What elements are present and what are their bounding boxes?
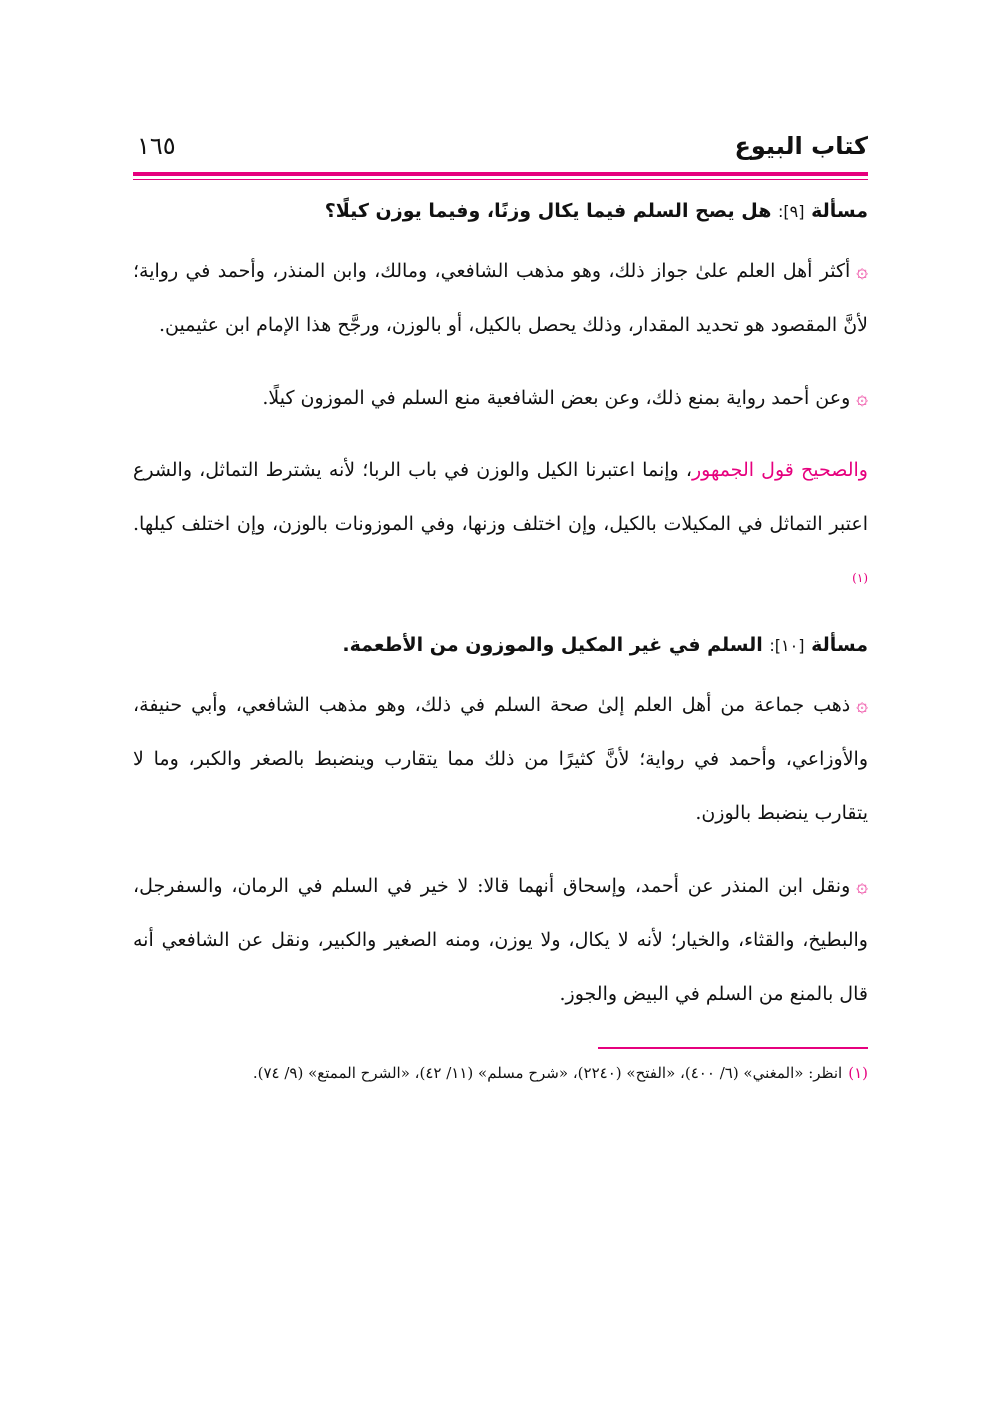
- question-title: السلم في غير المكيل والموزون من الأطعمة.: [342, 634, 763, 657]
- header-rule: [133, 172, 868, 182]
- footnote-separator: [598, 1047, 868, 1049]
- paragraph-text: ونقل ابن المنذر عن أحمد، وإسحاق أنهما قالا: لا خير في السلم في الرمان، والسفرجل، والبطيخ، والقثاء، والخيار؛ لأنه لا يكال، ولا يوزن، ومنه الصغير والكبير، ونقل عن الشافعي أنه قال بالمنع من السلم في البيض والجوز.: [133, 875, 868, 1006]
- paragraph: [133, 858, 868, 1021]
- flower-ornament-icon: ۞: [856, 873, 868, 898]
- flower-ornament-icon: ۞: [856, 385, 868, 409]
- book-page: [133, 120, 868, 1087]
- footnote-number: (١): [848, 1064, 868, 1083]
- question-label: مسألة: [811, 200, 868, 222]
- running-header: [133, 120, 868, 166]
- flower-ornament-icon: ۞: [856, 258, 868, 282]
- header-rule-thin: [133, 179, 868, 180]
- footnote: [133, 1059, 868, 1087]
- footnote-reference[interactable]: (١): [852, 571, 868, 585]
- paragraph-text: ذهب جماعة من أهل العلم إلىٰ صحة السلم في ذلك، وهو مذهب الشافعي، وأبي حنيفة، والأوزاعي، وأحمد في رواية؛ لأنَّ كثيرًا من ذلك مما يتقارب وينضبط بالصغر والكبر، وما لا يتقارب ينضبط بالوزن.: [133, 694, 868, 825]
- paragraph: [133, 443, 868, 610]
- paragraph-text: وعن أحمد رواية بمنع ذلك، وعن بعض الشافعية منع السلم في الموزون كيلًا.: [262, 387, 851, 409]
- paragraph: [133, 370, 868, 425]
- question-heading-10: [133, 628, 868, 663]
- paragraph-text: ، وإنما اعتبرنا الكيل والوزن في باب الربا؛ لأنه يشترط التماثل، والشرع اعتبر التماثل في المكيلات بالكيل، وإن اختلف وزنها، وفي الموزونات بالوزن، وإن اختلف كيلها.: [133, 459, 868, 535]
- paragraph: [133, 243, 868, 352]
- highlighted-phrase: والصحيح قول الجمهور: [691, 459, 868, 481]
- book-title: كتاب البيوع: [734, 132, 868, 160]
- footnote-text: انظر: «المغني» (٦/ ٤٠٠)، «الفتح» (٢٢٤٠)، «شرح مسلم» (١١/ ٤٢)، «الشرح الممتع» (٩/ ٧٤).: [252, 1064, 843, 1083]
- question-number: [٩]:: [778, 202, 805, 221]
- header-rule-thick: [133, 172, 868, 176]
- question-number: [١٠]:: [769, 636, 805, 656]
- paragraph: [133, 677, 868, 840]
- paragraph-text: أكثر أهل العلم علىٰ جواز ذلك، وهو مذهب الشافعي، ومالك، وابن المنذر، وأحمد في رواية؛ لأنَّ المقصود هو تحديد المقدار، وذلك يحصل بالكيل، أو بالوزن، ورجَّح هذا الإمام ابن عثيمين.: [133, 260, 868, 336]
- question-heading-9: [133, 194, 868, 229]
- flower-ornament-icon: ۞: [856, 692, 868, 717]
- question-label: مسألة: [811, 634, 868, 657]
- page-number: ١٦٥: [137, 132, 176, 160]
- question-title: هل يصح السلم فيما يكال وزنًا، وفيما يوزن كيلًا؟: [324, 200, 772, 222]
